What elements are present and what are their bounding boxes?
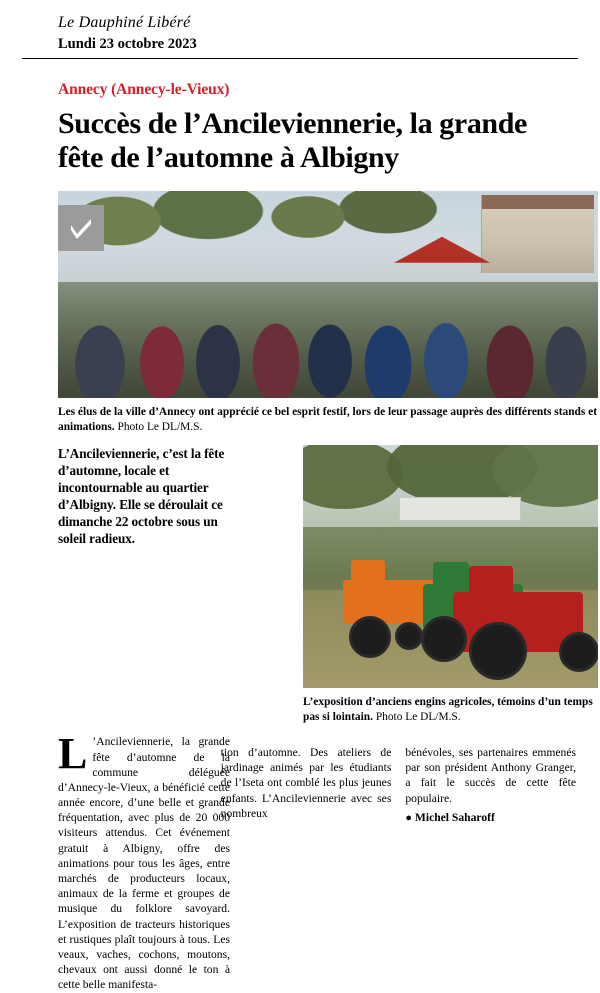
caption-credit: Photo Le DL/M.S. xyxy=(117,421,203,434)
article-standfirst: L’Ancileviennerie, c’est la fête d’automne, locale et incontournable au quartier d’Albigny. Elle se déroulait ce dimanche 22 octobre sous un soleil radieux. xyxy=(58,445,225,547)
check-badge xyxy=(58,205,104,251)
article-header xyxy=(58,81,578,175)
byline xyxy=(405,810,576,825)
secondary-photo-caption xyxy=(303,695,598,726)
body-column-3 xyxy=(405,745,576,825)
tractor-wheel xyxy=(559,632,598,672)
photo2-white-tent xyxy=(399,497,521,521)
tractor-wheel xyxy=(421,616,467,662)
secondary-photo-image xyxy=(303,445,598,688)
caption-text: L’exposition d’anciens engins agricoles, témoins d’un temps pas si lointain. xyxy=(303,695,593,723)
lead-photo-caption xyxy=(58,405,598,436)
tractor-wheel xyxy=(349,616,391,658)
byline-bullet: ● xyxy=(405,811,412,824)
article-body xyxy=(58,445,598,993)
lead-photo xyxy=(58,191,598,398)
secondary-photo-column xyxy=(303,445,598,726)
body-text-3: bénévoles, ses partenaires emmenés par son président Anthony Granger, a fait le succès de cette fête populaire. xyxy=(405,746,577,805)
body-text-1: ’Ancileviennerie, la grande fête d’automne de la commune déléguée d’Annecy-le-Vieux, a bénéficié cette année encore, d’une belle et grande fréquentation, avec plus de 20 000 visiteurs attendus. Cet événement gratuit à Albigny, offre des animations pour tous les âges, entre marchés de producteurs locaux, animaux de la ferme et groupes de musique du folklore savoyard. L’exposition de tracteurs historiques et rustiques plaît toujours à tous. Les veaux, vaches, cochons, moutons, chevaux ont aussi donné le ton à cette belle manifesta- xyxy=(58,735,230,992)
lead-photo-image xyxy=(58,191,598,398)
article-kicker: Annecy (Annecy-le-Vieux) xyxy=(58,81,230,98)
publication-date: Lundi 23 octobre 2023 xyxy=(58,36,197,52)
intro-row xyxy=(58,445,598,726)
photo-crowd-heads xyxy=(58,245,598,398)
caption-text: Les élus de la ville d’Annecy ont apprécié ce bel esprit festif, lors de leur passage auprès des différents stands et animations. xyxy=(58,405,598,434)
tractor-wheel xyxy=(395,622,423,650)
bottom-columns xyxy=(36,745,576,825)
body-column-2: tion d’automne. Des ateliers de jardinage animés par les étudiants de l’Iseta ont comblé les plus jeunes enfants. L’Ancileviennerie avec ses nombreux xyxy=(220,746,392,820)
publication-title: Le Dauphiné Libéré xyxy=(58,14,191,31)
page-title: Succès de l’Ancileviennerie, la grande fête de l’automne à Albigny xyxy=(58,107,527,174)
caption-credit: Photo Le DL/M.S. xyxy=(375,710,461,723)
drop-cap: L xyxy=(58,729,88,779)
tractor-wheel xyxy=(469,622,527,680)
byline-name: Michel Saharoff xyxy=(414,810,495,824)
check-icon xyxy=(68,215,94,241)
masthead xyxy=(22,14,578,59)
